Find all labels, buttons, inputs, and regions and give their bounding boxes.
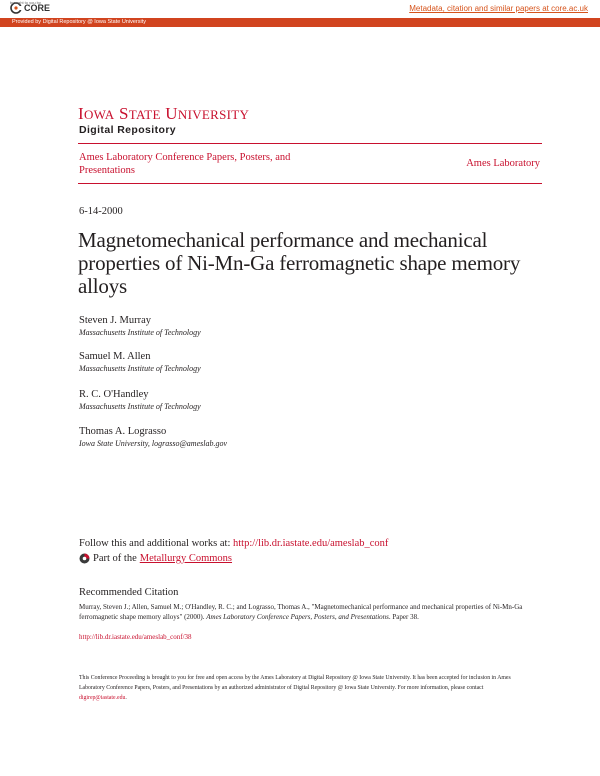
follow-link[interactable]: http://lib.dr.iastate.edu/ameslab_conf xyxy=(233,538,389,549)
provided-by-bar xyxy=(0,18,600,27)
citation-series: Ames Laboratory Conference Papers, Posters, and Presentations xyxy=(206,613,389,621)
isu-name-i: I xyxy=(78,104,84,123)
author-name: Samuel M. Allen xyxy=(79,351,151,362)
recommended-citation-text xyxy=(79,602,524,622)
isu-name-u: U xyxy=(160,104,178,123)
citation-plain: Murray, Steven J.; Allen, Samuel M.; O'Handley, R. C.; and Lograsso, Thomas A., "Magnetomechanical performance and mechanical properties of Ni-Mn-Ga ferromagnetic shape memory alloys" (2000). xyxy=(79,603,523,621)
isu-name-tate: TATE xyxy=(128,107,161,122)
author-block xyxy=(79,314,479,338)
core-logo-prefix: brought to you by xyxy=(10,0,41,5)
citation-tail: . Paper 38. xyxy=(388,613,419,621)
author-affiliation: Massachusetts Institute of Technology xyxy=(79,364,201,373)
author-name: Thomas A. Lograsso xyxy=(79,426,167,437)
isu-name-owa: OWA xyxy=(83,107,115,122)
divider-top xyxy=(78,143,542,144)
recommended-citation-heading: Recommended Citation xyxy=(79,587,179,598)
core-banner xyxy=(0,0,600,18)
metallurgy-commons-link[interactable]: Metallurgy Commons xyxy=(139,553,233,564)
author-name: Steven J. Murray xyxy=(79,315,152,326)
citation-link[interactable]: http://lib.dr.iastate.edu/ameslab_conf/38 xyxy=(79,633,192,641)
isu-logo-name[interactable] xyxy=(78,104,249,124)
author-block xyxy=(79,388,479,412)
author-block xyxy=(79,350,479,374)
provided-by-text[interactable]: Provided by Digital Repository @ Iowa State University xyxy=(12,19,146,25)
isu-name-niversity: NIVERSITY xyxy=(177,107,250,122)
divider-bottom xyxy=(78,183,542,184)
author-affiliation: Massachusetts Institute of Technology xyxy=(79,402,201,411)
isu-logo-subtitle: Digital Repository xyxy=(79,124,177,136)
footer-end: . xyxy=(125,695,127,701)
partof-prefix: Part of the xyxy=(93,553,137,564)
series-link[interactable]: Ames Laboratory Conference Papers, Posters, and Presentations xyxy=(79,152,291,176)
follow-line xyxy=(79,538,388,549)
paper-title: Magnetomechanical performance and mechanical properties of Ni-Mn-Ga ferromagnetic shape memory alloys xyxy=(78,228,521,298)
author-affiliation: Iowa State University, lograsso@ameslab.gov xyxy=(79,439,228,448)
author-name: R. C. O'Handley xyxy=(79,389,149,400)
author-block xyxy=(79,425,479,449)
contact-email-link[interactable]: digirep@iastate.edu xyxy=(79,695,126,701)
publication-date: 6-14-2000 xyxy=(79,206,123,217)
follow-prefix: Follow this and additional works at: xyxy=(79,538,233,549)
core-logo-text: CORE xyxy=(24,3,51,13)
core-metadata-link[interactable]: Metadata, citation and similar papers at core.ac.uk xyxy=(409,4,588,13)
department-link[interactable]: Ames Laboratory xyxy=(466,158,540,169)
part-of-line xyxy=(79,553,232,564)
footer-text: This Conference Proceeding is brought to you for free and open access by the Ames Laboratory at Digital Repository @ Iowa State University. It has been accepted for inclusion in Ames Laboratory Conference Papers, Posters, and Presentations by an authorized administrator of Digital Repository @ Iowa State University. For more information, please contact xyxy=(79,675,511,691)
commons-network-icon xyxy=(79,553,90,564)
isu-name-s: S xyxy=(114,104,129,123)
author-affiliation: Massachusetts Institute of Technology xyxy=(79,328,201,337)
footer-notice xyxy=(79,673,524,703)
